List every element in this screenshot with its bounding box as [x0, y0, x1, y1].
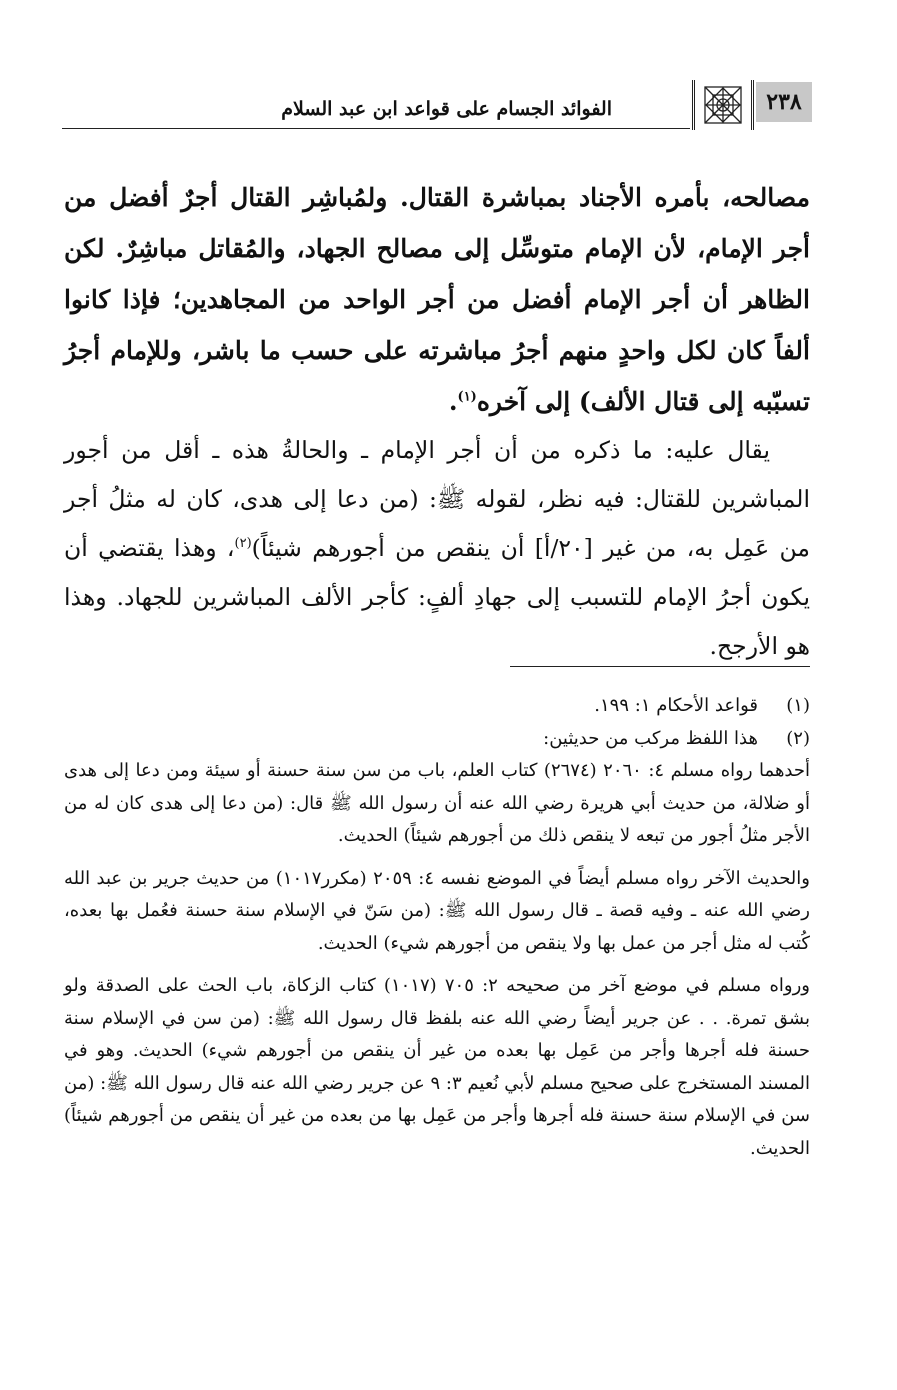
footnote-1-number: (١)	[786, 695, 810, 716]
footnote-2-intro: هذا اللفظ مركب من حديثين:	[543, 727, 758, 749]
footnotes	[64, 690, 810, 1165]
footnote-1	[64, 690, 810, 723]
paragraph-2-text-b: ، وهذا يقتضي أن يكون أجرُ الإمام للتسبب إلى جهادِ ألفٍ: كأجر الألف المباشرين للجهاد. وهذا هو الأرجح.	[64, 534, 810, 660]
footnote-2-paragraph-3: ورواه مسلم في موضع آخر من صحيحه ٢: ٧٠٥ (١٠١٧) كتاب الزكاة، باب الحث على الصدقة ولو بشق تمرة. . . عن جرير أيضاً رضي الله عنه بلفظ قال رسول الله ﷺ: (من سن في الإسلام سنة حسنة فله أجرها وأجر من عَمِل بها بعده من غير أن ينقص من أجورهم شيء) الحديث. وهو في المسند المستخرج على صحيح مسلم لأبي نُعيم ٣: ٩ عن جرير رضي الله عنه قال رسول الله ﷺ: (من سن في الإسلام سنة حسنة فله أجرها وأجر من عَمِل بها من بعده من غير أن ينقص من أجورهم شيئاً) الحديث.	[64, 975, 810, 1159]
footnote-1-text: قواعد الأحكام ١: ١٩٩.	[594, 695, 758, 716]
footnote-2-intro-row	[64, 723, 810, 756]
paragraph-1-end: .	[448, 387, 458, 416]
footnote-separator	[510, 666, 810, 667]
page-number: ٢٣٨	[756, 82, 812, 122]
paragraph-2-text-a: يقال عليه: ما ذكره من أن أجر الإمام ـ والحالةُ هذه ـ أقل من أجور المباشرين للقتال: فيه نظر، لقوله ﷺ: (من دعا إلى هدى، كان له مثلُ أجر من عَمِل به، من غير [٢٠/أ] أن ينقص من أجورهم شيئاً)	[64, 436, 810, 562]
geometric-ornament-icon	[692, 80, 754, 130]
main-paragraph-2	[64, 426, 810, 671]
footnote-2-paragraph-2: والحديث الآخر رواه مسلم أيضاً في الموضع نفسه ٤: ٢٠٥٩ (مكرر١٠١٧) من حديث جرير بن عبد الله رضي الله عنه ـ وفيه قصة ـ قال رسول الله ﷺ: (من سَنّ في الإسلام سنة حسنة فعُمل بها بعده، كُتب له مثل أجر من عمل بها ولا ينقص من أجورهم شيء) الحديث.	[64, 867, 810, 954]
footnote-2-number: (٢)	[786, 727, 810, 749]
footnote-ref-2: (٢)	[234, 536, 252, 552]
running-title: الفوائد الجسام على قواعد ابن عبد السلام	[281, 98, 612, 120]
main-paragraph-1	[64, 172, 810, 427]
page-header	[62, 78, 812, 132]
paragraph-1-text: مصالحه، بأمره الأجناد بمباشرة القتال. ولمُباشِر القتال أجرٌ أفضل من أجر الإمام، لأن الإمام متوسِّل إلى مصالح الجهاد، والمُقاتل مباشِرٌ. لكن الظاهر أن أجر الإمام أفضل من أجر الواحد من المجاهدين؛ فإذا كانوا ألفاً كان لكل واحدٍ منهم أجرُ مباشرته على حسب ما باشر، وللإمام أجرُ تسبّبه إلى قتال الألف) إلى آخره	[64, 183, 810, 416]
footnote-2-paragraph-1: أحدهما رواه مسلم ٤: ٢٠٦٠ (٢٦٧٤) كتاب العلم، باب من سن سنة حسنة أو سيئة ومن دعا إلى هدى أو ضلالة، من حديث أبي هريرة رضي الله عنه أن رسول الله ﷺ قال: (من دعا إلى هدى كان له من الأجر مثلُ أجور من تبعه لا ينقص ذلك من أجورهم شيئاً) الحديث.	[64, 760, 811, 846]
header-rule	[62, 128, 690, 129]
footnote-ref-1: (١)	[457, 389, 477, 405]
